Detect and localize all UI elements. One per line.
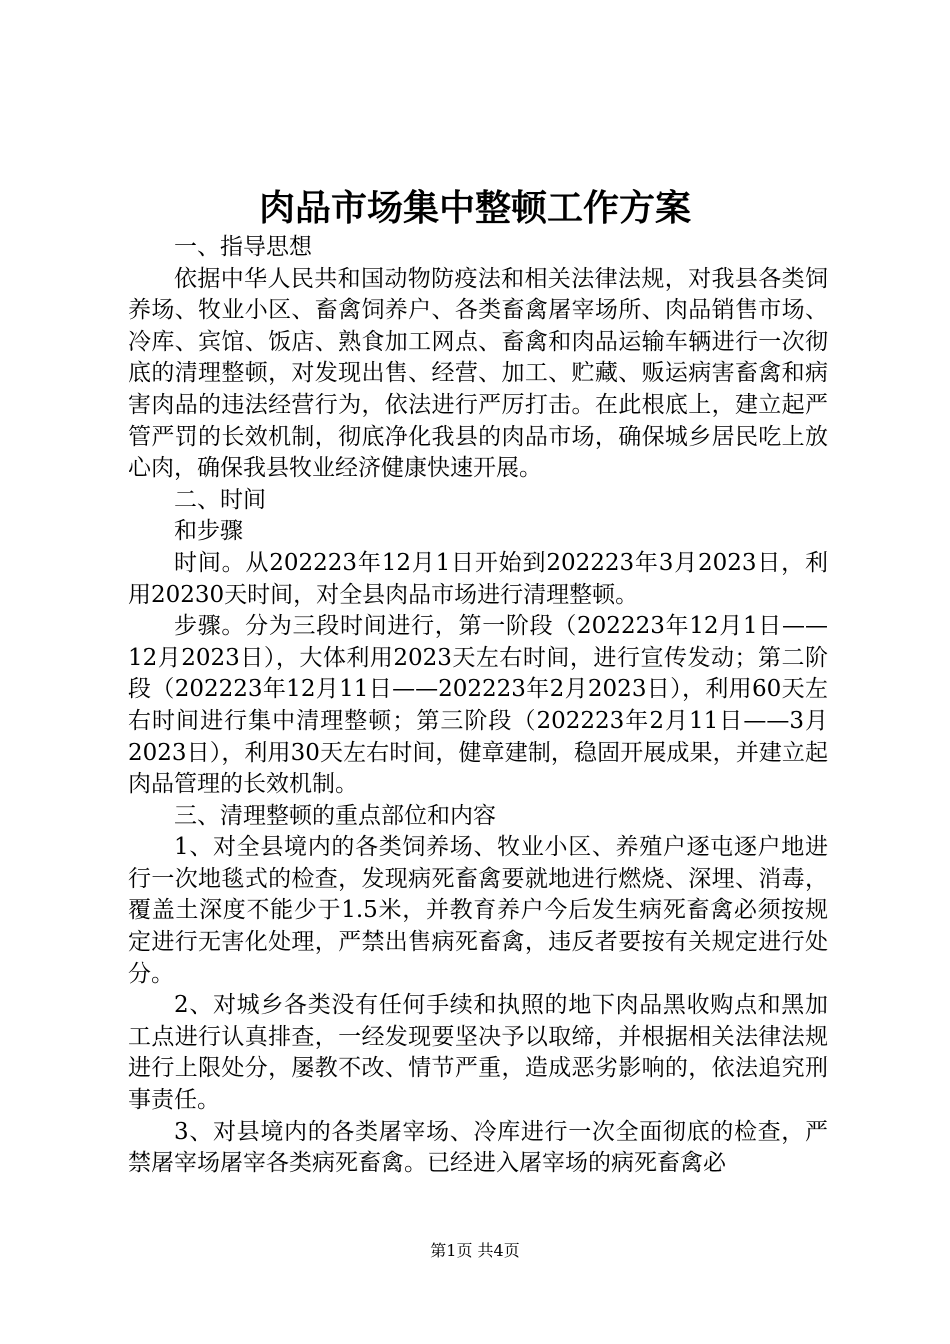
section-heading-key-areas: 三、清理整顿的重点部位和内容 xyxy=(174,802,496,829)
paragraph: 2、对城乡各类没有任何手续和执照的地下肉品黑收购点和黑加工点进行认真排查，一经发现要坚决予以取缔，并根据相关法律法规进行上限处分，屡教不改、情节严重，造成恶劣影响的，依法追究刑事责任。 xyxy=(128,992,828,1114)
paragraph: 步骤。分为三段时间进行，第一阶段（202223年12月1日——12月2023日），大体利用2023天左右时间，进行宣传发动；第二阶段（202223年12月11日——202223年2月2023日），利用60天左右时间进行集中清理整顿；第三阶段（202223年2月11日——3月2023日），利用30天左右时间，健章建制，稳固开展成果，并建立起肉品管理的长效机制。 xyxy=(128,613,828,798)
section-heading-guiding-thought: 一、指导思想 xyxy=(174,234,312,260)
paragraph: 3、对县境内的各类屠宰场、冷库进行一次全面彻底的检查，严禁屠宰场屠宰各类病死畜禽。已经进入屠宰场的病死畜禽必 xyxy=(128,1118,828,1177)
paragraph: 依据中华人民共和国动物防疫法和相关法律法规，对我县各类饲养场、牧业小区、畜禽饲养户、各类畜禽屠宰场所、肉品销售市场、冷库、宾馆、饭店、熟食加工网点、畜禽和肉品运输车辆进行一次彻底的清理整顿，对发现出售、经营、加工、贮藏、贩运病害畜禽和病害肉品的违法经营行为，依法进行严厉打击。在此根底上，建立起严管严罚的长效机制，彻底净化我县的肉品市场，确保城乡居民吃上放心肉，确保我县牧业经济健康快速开展。 xyxy=(128,265,828,482)
paragraph: 1、对全县境内的各类饲养场、牧业小区、养殖户逐屯逐户地进行一次地毯式的检查，发现病死畜禽要就地进行燃烧、深埋、消毒，覆盖土深度不能少于1.5米，并教育养户今后发生病死畜禽必须按规定进行无害化处理，严禁出售病死畜禽，违反者要按有关规定进行处分。 xyxy=(128,834,828,987)
section-heading-time: 二、时间 xyxy=(174,486,266,513)
document-title: 肉品市场集中整顿工作方案 xyxy=(258,187,691,229)
section-heading-steps: 和步骤 xyxy=(174,518,243,545)
paragraph: 时间。从202223年12月1日开始到202223年3月2023日，利用20230天时间，对全县肉品市场进行清理整顿。 xyxy=(128,549,828,608)
document-body xyxy=(128,232,828,1180)
page-footer: 第1页 共4页 xyxy=(430,1241,520,1260)
